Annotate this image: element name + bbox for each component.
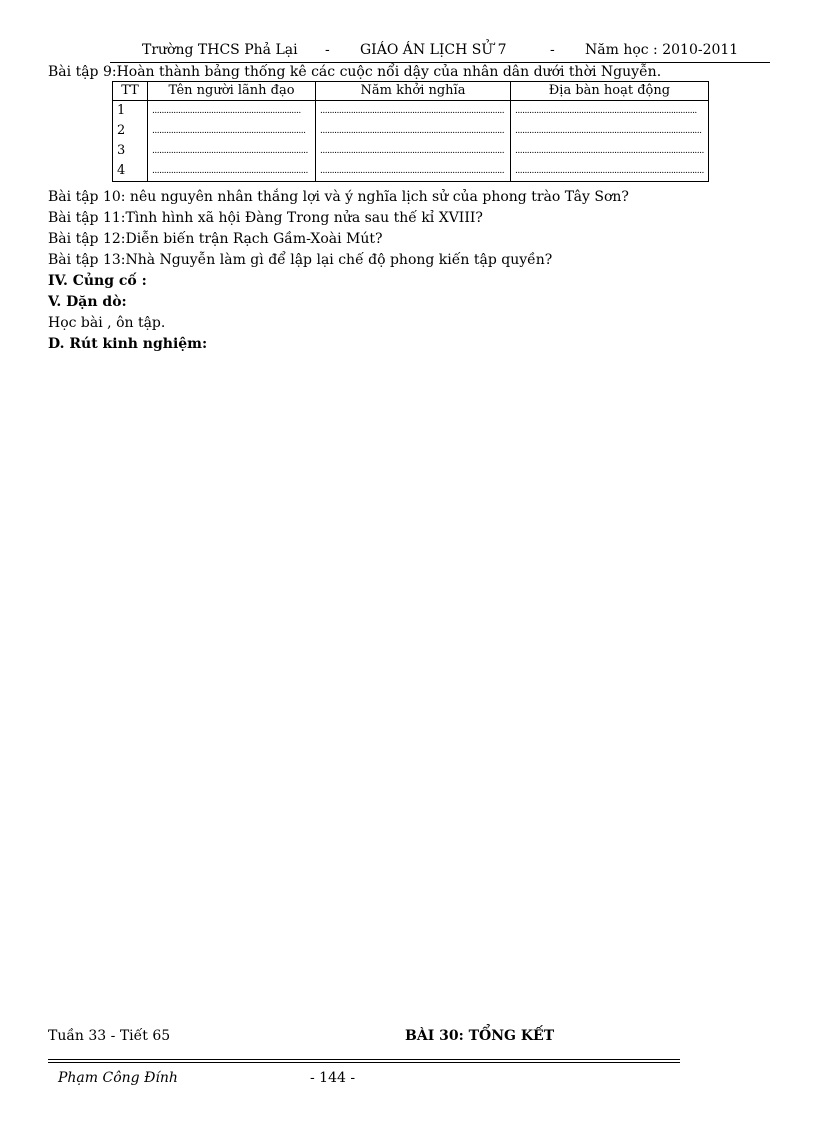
row-number: 2 xyxy=(113,121,148,141)
exercise-13: Bài tập 13:Nhà Nguyễn làm gì để lập lại chế độ phong kiến tập quyền? xyxy=(48,252,553,268)
table-cell xyxy=(148,101,316,122)
header-separator: - xyxy=(550,42,555,58)
row-number: 1 xyxy=(113,101,148,122)
column-header: TT xyxy=(113,82,148,101)
section-instructions: V. Dặn dò: xyxy=(48,294,127,310)
blank-dots: ................................................................................ xyxy=(515,166,704,176)
blank-dots: .............................................................................. xyxy=(320,126,505,136)
table-cell xyxy=(148,161,316,182)
page-header xyxy=(110,40,770,63)
lesson-title: BÀI 30: TỔNG KẾT xyxy=(405,1028,555,1044)
page-number: - 144 - xyxy=(310,1070,356,1086)
blank-dots: .................................................................. xyxy=(152,166,308,176)
exercise-10: Bài tập 10: nêu nguyên nhân thắng lợi và ý nghĩa lịch sử của phong trào Tây Sơn? xyxy=(48,189,629,205)
table-cell xyxy=(511,121,709,141)
author-name: Phạm Công Đính xyxy=(58,1070,178,1086)
table-cell xyxy=(148,141,316,161)
table-header-row xyxy=(113,82,709,101)
table-row xyxy=(113,121,709,141)
table-cell xyxy=(511,101,709,122)
header-separator: - xyxy=(325,42,330,58)
table-cell xyxy=(316,101,511,122)
table-row xyxy=(113,101,709,122)
blank-dots: ............................................................... xyxy=(152,106,301,116)
row-number: 3 xyxy=(113,141,148,161)
blank-dots: .............................................................................. xyxy=(320,106,505,116)
blank-dots: .................................................................. xyxy=(152,146,308,156)
row-number: 4 xyxy=(113,161,148,182)
footer-rule xyxy=(48,1062,680,1063)
column-header: Địa bàn hoạt động xyxy=(511,82,709,101)
blank-dots: ................................................................. xyxy=(152,126,306,136)
homework-text: Học bài , ôn tập. xyxy=(48,315,166,331)
blank-dots: ............................................................................. xyxy=(515,106,697,116)
blank-dots: .............................................................................. xyxy=(320,146,505,156)
table-cell xyxy=(511,141,709,161)
exercise-11: Bài tập 11:Tình hình xã hội Đàng Trong nửa sau thế kỉ XVIII? xyxy=(48,210,483,226)
school-name: Trường THCS Phả Lại xyxy=(142,42,298,58)
subject-title: GIÁO ÁN LỊCH SỬ 7 xyxy=(360,42,507,58)
uprising-table xyxy=(112,81,709,182)
table-cell xyxy=(148,121,316,141)
column-header: Tên người lãnh đạo xyxy=(148,82,316,101)
table-cell xyxy=(316,141,511,161)
table-row xyxy=(113,141,709,161)
blank-dots: ................................................................................ xyxy=(515,146,704,156)
school-year: Năm học : 2010-2011 xyxy=(585,42,739,58)
week-period: Tuần 33 - Tiết 65 xyxy=(48,1028,171,1044)
table-row xyxy=(113,161,709,182)
column-header: Năm khởi nghĩa xyxy=(316,82,511,101)
table-cell xyxy=(316,161,511,182)
exercise-12: Bài tập 12:Diễn biến trận Rạch Gầm-Xoài Mút? xyxy=(48,231,383,247)
footer-rule xyxy=(48,1059,680,1060)
table-cell xyxy=(511,161,709,182)
blank-dots: ............................................................................... xyxy=(515,126,702,136)
exercise-9: Bài tập 9:Hoàn thành bảng thống kê các cuộc nổi dậy của nhân dân dưới thời Nguyễn. xyxy=(48,64,662,80)
table-cell xyxy=(316,121,511,141)
section-lessons-learned: D. Rút kinh nghiệm: xyxy=(48,336,208,352)
blank-dots: .............................................................................. xyxy=(320,166,505,176)
section-consolidation: IV. Củng cố : xyxy=(48,273,147,289)
